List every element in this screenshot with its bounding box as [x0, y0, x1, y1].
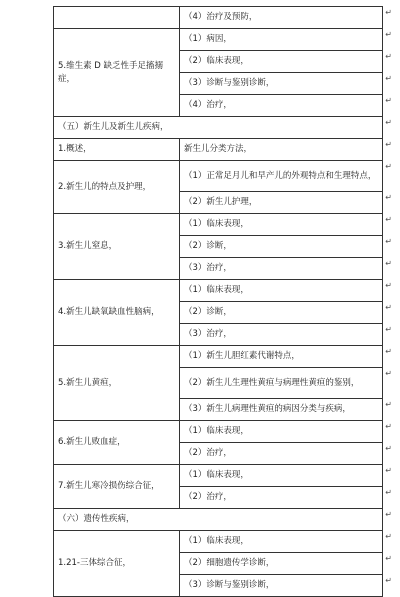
row-end-mark: ↵ — [385, 215, 392, 224]
point-cell: （2）治疗， — [180, 443, 383, 465]
topic-cell — [54, 7, 180, 29]
row-end-mark: ↵ — [385, 96, 392, 105]
topic-cell: 5.新生儿黄疸， — [54, 346, 180, 421]
row-end-mark: ↵ — [385, 400, 392, 409]
topic-cell: 1.概述， — [54, 139, 180, 161]
topic-cell: 5.维生素 D 缺乏性手足搐搦症， — [54, 29, 180, 117]
row-end-mark: ↵ — [385, 162, 392, 171]
syllabus-table — [53, 6, 383, 597]
row-end-mark: ↵ — [385, 444, 392, 453]
table-row — [54, 280, 383, 302]
point-cell: （1）临床表现， — [180, 421, 383, 443]
row-end-mark: ↵ — [385, 281, 392, 290]
row-end-mark: ↵ — [385, 30, 392, 39]
topic-cell: 1.21-三体综合征， — [54, 531, 180, 597]
point-cell: （1）临床表现， — [180, 214, 383, 236]
table-row — [54, 465, 383, 487]
point-cell: （2）新生儿生理性黄疸与病理性黄疸的鉴别， — [180, 368, 383, 399]
point-cell: （3）新生儿病理性黄疸的病因分类与疾病， — [180, 399, 383, 421]
point-cell: （1）新生儿胆红素代谢特点， — [180, 346, 383, 368]
point-cell: （2）细胞遗传学诊断， — [180, 553, 383, 575]
topic-cell: 6.新生儿败血症， — [54, 421, 180, 465]
row-end-mark: ↵ — [385, 8, 392, 17]
row-end-mark: ↵ — [385, 488, 392, 497]
point-cell: （2）新生儿护理， — [180, 192, 383, 214]
row-end-mark: ↵ — [385, 193, 392, 202]
point-cell: （1）临床表现， — [180, 280, 383, 302]
point-cell: （4）治疗及预防， — [180, 7, 383, 29]
topic-cell: 3.新生儿窒息， — [54, 214, 180, 280]
row-end-mark: ↵ — [385, 325, 392, 334]
point-cell: （1）正常足月儿和早产儿的外观特点和生理特点， — [180, 161, 383, 192]
table-row — [54, 531, 383, 553]
section-row — [54, 509, 383, 531]
point-cell: （3）治疗， — [180, 324, 383, 346]
row-end-mark: ↵ — [385, 74, 392, 83]
point-cell: （1）临床表现， — [180, 465, 383, 487]
topic-cell: 7.新生儿寒冷损伤综合征， — [54, 465, 180, 509]
row-end-mark: ↵ — [385, 118, 392, 127]
table-row — [54, 214, 383, 236]
row-end-mark: ↵ — [385, 347, 392, 356]
table-row — [54, 161, 383, 192]
point-cell: 新生儿分类方法， — [180, 139, 383, 161]
table-row — [54, 29, 383, 51]
point-cell: （2）治疗， — [180, 487, 383, 509]
row-end-mark: ↵ — [385, 369, 392, 378]
row-end-mark: ↵ — [385, 140, 392, 149]
table-row — [54, 7, 383, 29]
point-cell: （3）诊断与鉴别诊断， — [180, 73, 383, 95]
topic-cell: 2.新生儿的特点及护理， — [54, 161, 180, 214]
row-end-mark: ↵ — [385, 422, 392, 431]
table-row — [54, 139, 383, 161]
section-heading: （六）遗传性疾病， — [54, 509, 383, 531]
table-row — [54, 421, 383, 443]
row-end-mark: ↵ — [385, 554, 392, 563]
row-end-mark: ↵ — [385, 237, 392, 246]
point-cell: （1）病因， — [180, 29, 383, 51]
point-cell: （2）诊断， — [180, 236, 383, 258]
point-cell: （1）临床表现， — [180, 531, 383, 553]
row-end-mark: ↵ — [385, 52, 392, 61]
row-end-mark: ↵ — [385, 532, 392, 541]
point-cell: （4）治疗， — [180, 95, 383, 117]
section-row — [54, 117, 383, 139]
row-end-mark: ↵ — [385, 576, 392, 585]
row-end-mark: ↵ — [385, 510, 392, 519]
point-cell: （3）治疗， — [180, 258, 383, 280]
topic-cell: 4.新生儿缺氧缺血性脑病， — [54, 280, 180, 346]
row-end-mark: ↵ — [385, 466, 392, 475]
row-end-mark: ↵ — [385, 303, 392, 312]
table-row — [54, 346, 383, 368]
point-cell: （3）诊断与鉴别诊断， — [180, 575, 383, 597]
point-cell: （2）诊断， — [180, 302, 383, 324]
section-heading: （五）新生儿及新生儿疾病， — [54, 117, 383, 139]
row-end-mark: ↵ — [385, 259, 392, 268]
point-cell: （2）临床表现， — [180, 51, 383, 73]
